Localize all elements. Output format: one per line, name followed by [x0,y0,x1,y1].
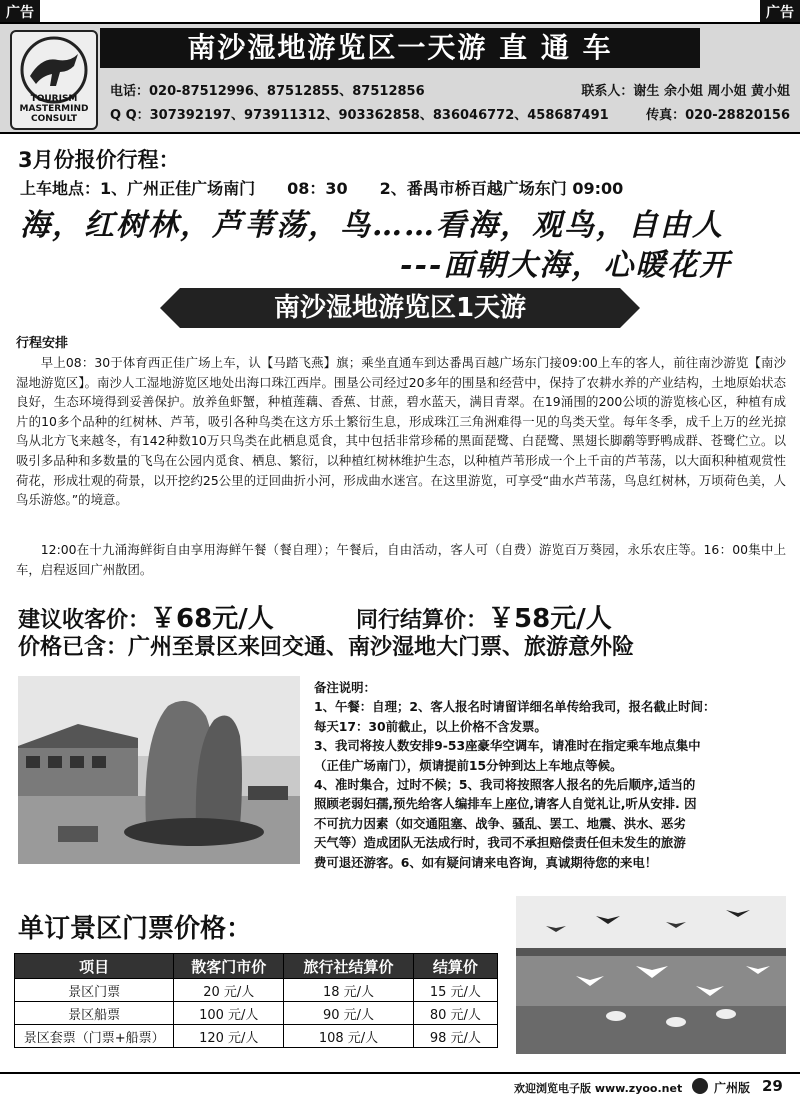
fax-line: 传真：020-28820156 [646,108,790,123]
logo-text: TOURISM MASTERMIND CONSULT [19,94,89,124]
table-cell: 18 元/人 [284,979,414,1002]
notes-line: 4、准时集合，过时不候；5、我司将按照客人报名的先后顺序,适当的 [314,777,696,793]
footer [0,1072,800,1102]
company-logo [10,30,98,130]
banner-text: 南沙湿地游览区1天游 [273,293,527,323]
itinerary-paragraph-1: 早上08：30于体育西正佳广场上车，认【马踏飞燕】旗；乘坐直通车到达番禺百越广场东门接09:00上车的客人，前往南沙游览【南沙湿地游览区】。南沙人工湿地游览区地处出海口珠江西岸。围垦公司经过20多年的围垦和经营中，保持了农耕水养的产业结构，土地原始状态良好，生态环境得到妥善保护。放养鱼虾蟹，种植莲藕、香蕉、甘蔗，碧水蓝天，满目青翠。在19涌围的200公顷的游览核心区，种植有成片的10多个品种的红树林、芦苇，吸引各种鸟类在这方乐土繁衍生息，形成珠江三角洲难得一见的鸟类天堂。每年冬季，成千上万的丝光掠鸟从北方飞来越冬，有142种数10万只鸟类在此栖息觅食，其中包括非常珍稀的黑面琵鹭、白琵鹭、黑翅长脚鹬等野鸭成群、苍鹭伫立。以吸引多品种和多数量的飞鸟在公园内觅食、栖息、繁衍，以种植红树林维护生态，以种植芦苇形成一个上千亩的芦苇荡，以大面积种植观赏性荷花，形成壮观的荷景，以开挖约25公里的迂回曲折小河，形成曲水迷宫。在这里游览，可享受“曲水芦苇荡，鸟息红树林，万顷荷色美，人鸟乐游悠。”的境意。 [16,355,786,508]
suggested-price-value: ￥68元/人 [150,604,274,634]
edition-logo-icon [692,1078,708,1094]
notes-line: 天气等）造成团队无法成行时，我司不承担赔偿责任但未发生的旅游 [314,835,686,851]
notes-line: 照顾老弱妇孺,预先给客人编排车上座位,请客人自觉礼让,听从安排. 因 [314,796,697,812]
tickets-title: 单订景区门票价格： [18,914,253,944]
table-header: 旅行社结算价 [284,954,414,979]
table-header: 结算价 [413,954,497,979]
table-cell: 100 元/人 [174,1002,284,1025]
header [0,22,800,134]
table-header: 散客门市价 [174,954,284,979]
page-title: 南沙湿地游览区一天游 直 通 车 [187,31,613,64]
page-number: 29 [762,1077,783,1095]
ad-label-right: 广告 [760,0,800,24]
phone-line: 电话：020-87512996、87512855、87512856 [110,84,425,99]
scenic-area-photo [18,676,300,864]
ad-label-left: 广告 [0,0,40,24]
table-row [15,1025,498,1048]
table-cell: 80 元/人 [413,1002,497,1025]
slogan-line-1: 海，红树林，芦苇荡，鸟……看海，观鸟，自由人 [20,208,724,243]
table-row [15,979,498,1002]
table-cell: 90 元/人 [284,1002,414,1025]
suggested-price-label: 建议收客价： [18,608,151,633]
footer-text: 欢迎浏览电子版 www.zyoo.net [514,1082,683,1095]
contact-line: 联系人：谢生 余小姐 周小姐 黄小姐 [581,84,790,99]
ticket-price-table [14,953,498,1048]
notes-line: 每天17：30前截止，以上价格不含发票。 [314,718,547,734]
table-cell: 98 元/人 [413,1025,497,1048]
table-header-row [15,954,498,979]
notes-line: 3、我司将按人数安排9-53座豪华空调车，请准时在指定乘车地点集中 [314,738,701,754]
table-cell: 景区船票 [15,1002,174,1025]
peer-price-label: 同行结算价： [356,608,489,633]
schedule-title: 3月份报价行程： [18,148,180,172]
notes-line: （正佳广场南门），烦请提前15分钟到达上车地点等候。 [314,757,623,773]
boarding-info: 上车地点：1、广州正佳广场南门 08：30 2、番禺市桥百越广场东门 09:00 [20,179,624,198]
qq-line: Q Q：307392197、973911312、903362858、836046772、458687491 [110,108,609,123]
header-title-bar [100,28,700,68]
tour-banner [160,288,640,328]
peer-price-value: ￥58元/人 [488,604,612,634]
table-cell: 108 元/人 [284,1025,414,1048]
table-cell: 120 元/人 [174,1025,284,1048]
table-header: 项目 [15,954,174,979]
notes-section [314,678,790,872]
notes-line: 不可抗力因素（如交通阻塞、战争、骚乱、罢工、地震、洪水、恶劣 [314,815,686,831]
notes-line: 费可退还游客。6、如有疑问请来电咨询，真诚期待您的来电！ [314,854,658,870]
table-cell: 15 元/人 [413,979,497,1002]
birds-photo [516,896,786,1054]
itinerary-heading: 行程安排 [16,336,69,351]
table-cell: 20 元/人 [174,979,284,1002]
notes-line: 1、午餐：自理；2、客人报名时请留详细名单传给我司，报名截止时间： [314,699,716,715]
table-row [15,1002,498,1025]
price-includes: 价格已含：广州至景区来回交通、南沙湿地大门票、旅游意外险 [18,635,635,660]
footer-edition: 广州版 [714,1081,751,1095]
table-cell: 景区门票 [15,979,174,1002]
notes-title: 备注说明： [314,680,376,695]
table-cell: 景区套票（门票+船票） [15,1025,174,1048]
slogan-line-2: ---面朝大海，心暖花开 [400,248,732,283]
itinerary-paragraph-2: 12:00在十九涌海鲜街自由享用海鲜午餐（餐自理）；午餐后，自由活动，客人可（自费）游览百万葵园，永乐农庄等。16：00集中上车，启程返回广州散团。 [16,542,786,577]
